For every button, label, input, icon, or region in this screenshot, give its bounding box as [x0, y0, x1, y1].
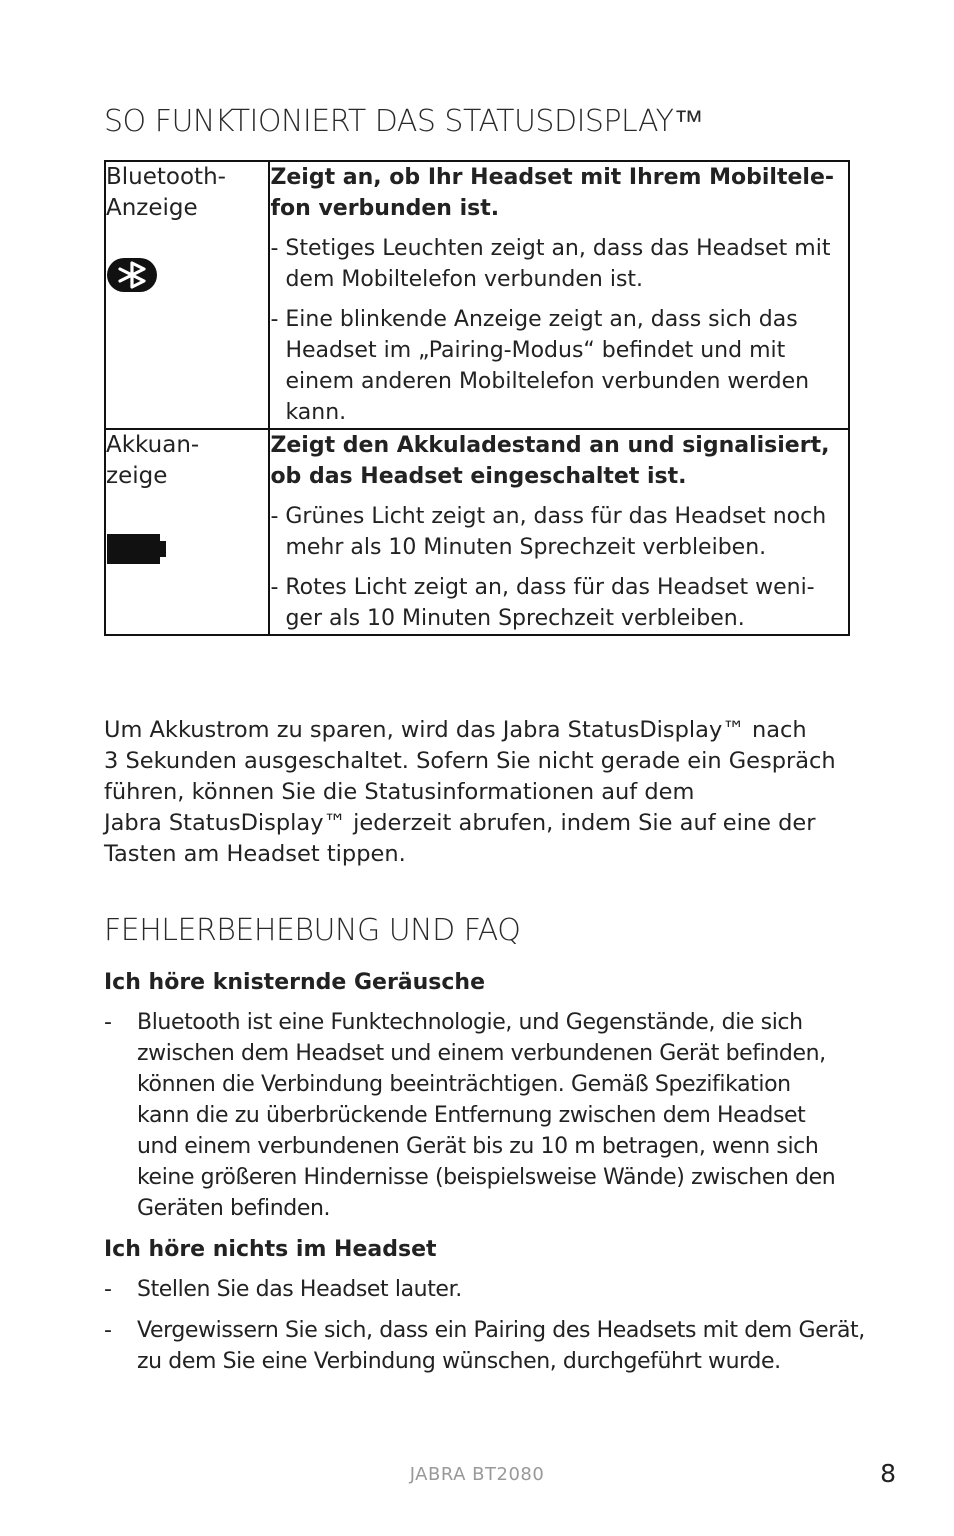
table-row-battery — [105, 429, 849, 635]
faq-question: Ich höre nichts im Headset — [104, 1237, 437, 1262]
bluetooth-label-line: Bluetooth- — [106, 164, 226, 190]
faq-question: Ich höre knisternde Geräusche — [104, 970, 486, 995]
section-title-statusdisplay: SO FUNKTIONIERT DAS STATUSDISPLAY™ — [104, 104, 703, 139]
battery-label-line: Akkuan- — [106, 432, 200, 458]
section-title-troubleshooting: FEHLERBEHEBUNG UND FAQ — [104, 913, 521, 948]
bluetooth-description-item: - Stetiges Leuchten zeigt an, dass das Headset mit dem Mobiltelefon verbunden ist. — [270, 236, 831, 292]
page-number: 8 — [880, 1459, 896, 1488]
faq-answer — [104, 1274, 864, 1305]
faq-answer — [104, 1007, 864, 1224]
bullet-dash: - — [104, 1318, 112, 1343]
faq-answer-line: zwischen dem Headset und einem verbundenen Gerät befinden, — [137, 1041, 826, 1066]
paragraph-line: 3 Sekunden ausgeschaltet. Sofern Sie nicht gerade ein Gespräch — [104, 748, 836, 774]
bullet-dash: - — [104, 1010, 112, 1035]
battery-icon — [106, 532, 168, 566]
faq-answer-line: kann die zu überbrückende Entfernung zwischen dem Headset — [137, 1103, 806, 1128]
battery-label-cell — [105, 429, 269, 635]
faq-answer-line: können die Verbindung beeinträchtigen. Gemäß Spezifikation — [137, 1072, 791, 1097]
status-display-table — [104, 160, 850, 636]
bluetooth-description-title: Zeigt an, ob Ihr Headset mit Ihrem Mobiltele- fon verbunden ist. — [270, 165, 835, 221]
battery-description-item: - Rotes Licht zeigt an, dass für das Headset weni- ger als 10 Minuten Sprechzeit verbleiben. — [270, 575, 815, 631]
bluetooth-icon — [106, 257, 158, 293]
faq-answer-line: Vergewissern Sie sich, dass ein Pairing des Headsets mit dem Gerät, — [137, 1318, 865, 1343]
paragraph-line: Jabra StatusDisplay™ jederzeit abrufen, indem Sie auf eine der — [104, 810, 816, 836]
battery-saving-paragraph — [104, 715, 864, 870]
battery-label-line: zeige — [106, 463, 168, 489]
footer-brand: JABRA BT2080 — [409, 1464, 545, 1485]
faq-answer-line: Bluetooth ist eine Funktechnologie, und Gegenstände, die sich — [137, 1010, 803, 1035]
faq-answer-line: keine größeren Hindernisse (beispielsweise Wände) zwischen den — [137, 1165, 836, 1190]
faq-entry-crackling — [104, 967, 864, 1224]
bullet-dash: - — [104, 1277, 112, 1302]
faq-answer-line: Geräten befinden. — [137, 1196, 331, 1221]
battery-description-item: - Grünes Licht zeigt an, dass für das Headset noch mehr als 10 Minuten Sprechzeit verbleiben. — [270, 504, 827, 560]
battery-description-cell — [269, 429, 849, 635]
paragraph-line: Um Akkustrom zu sparen, wird das Jabra StatusDisplay™ nach — [104, 717, 807, 743]
battery-description-title: Zeigt den Akkuladestand an und signalisiert, ob das Headset eingeschaltet ist. — [270, 433, 830, 489]
bluetooth-description-cell — [269, 161, 849, 429]
table-row-bluetooth — [105, 161, 849, 429]
faq-answer-line: zu dem Sie eine Verbindung wünschen, durchgeführt wurde. — [137, 1349, 781, 1374]
bluetooth-label-line: Anzeige — [106, 195, 198, 221]
faq-answer-line: und einem verbundenen Gerät bis zu 10 m betragen, wenn sich — [137, 1134, 819, 1159]
faq-entry-no-sound — [104, 1234, 864, 1377]
bluetooth-label-cell — [105, 161, 269, 429]
paragraph-line: Tasten am Headset tippen. — [104, 841, 406, 867]
faq-answer — [104, 1315, 864, 1377]
bluetooth-description-item: - Eine blinkende Anzeige zeigt an, dass sich das Headset im „Pairing-Modus“ befindet und mit einem anderen Mobiltelefon verbunden werden kann. — [270, 307, 810, 425]
paragraph-line: führen, können Sie die Statusinformationen auf dem — [104, 779, 695, 805]
faq-answer-line: Stellen Sie das Headset lauter. — [137, 1277, 462, 1302]
